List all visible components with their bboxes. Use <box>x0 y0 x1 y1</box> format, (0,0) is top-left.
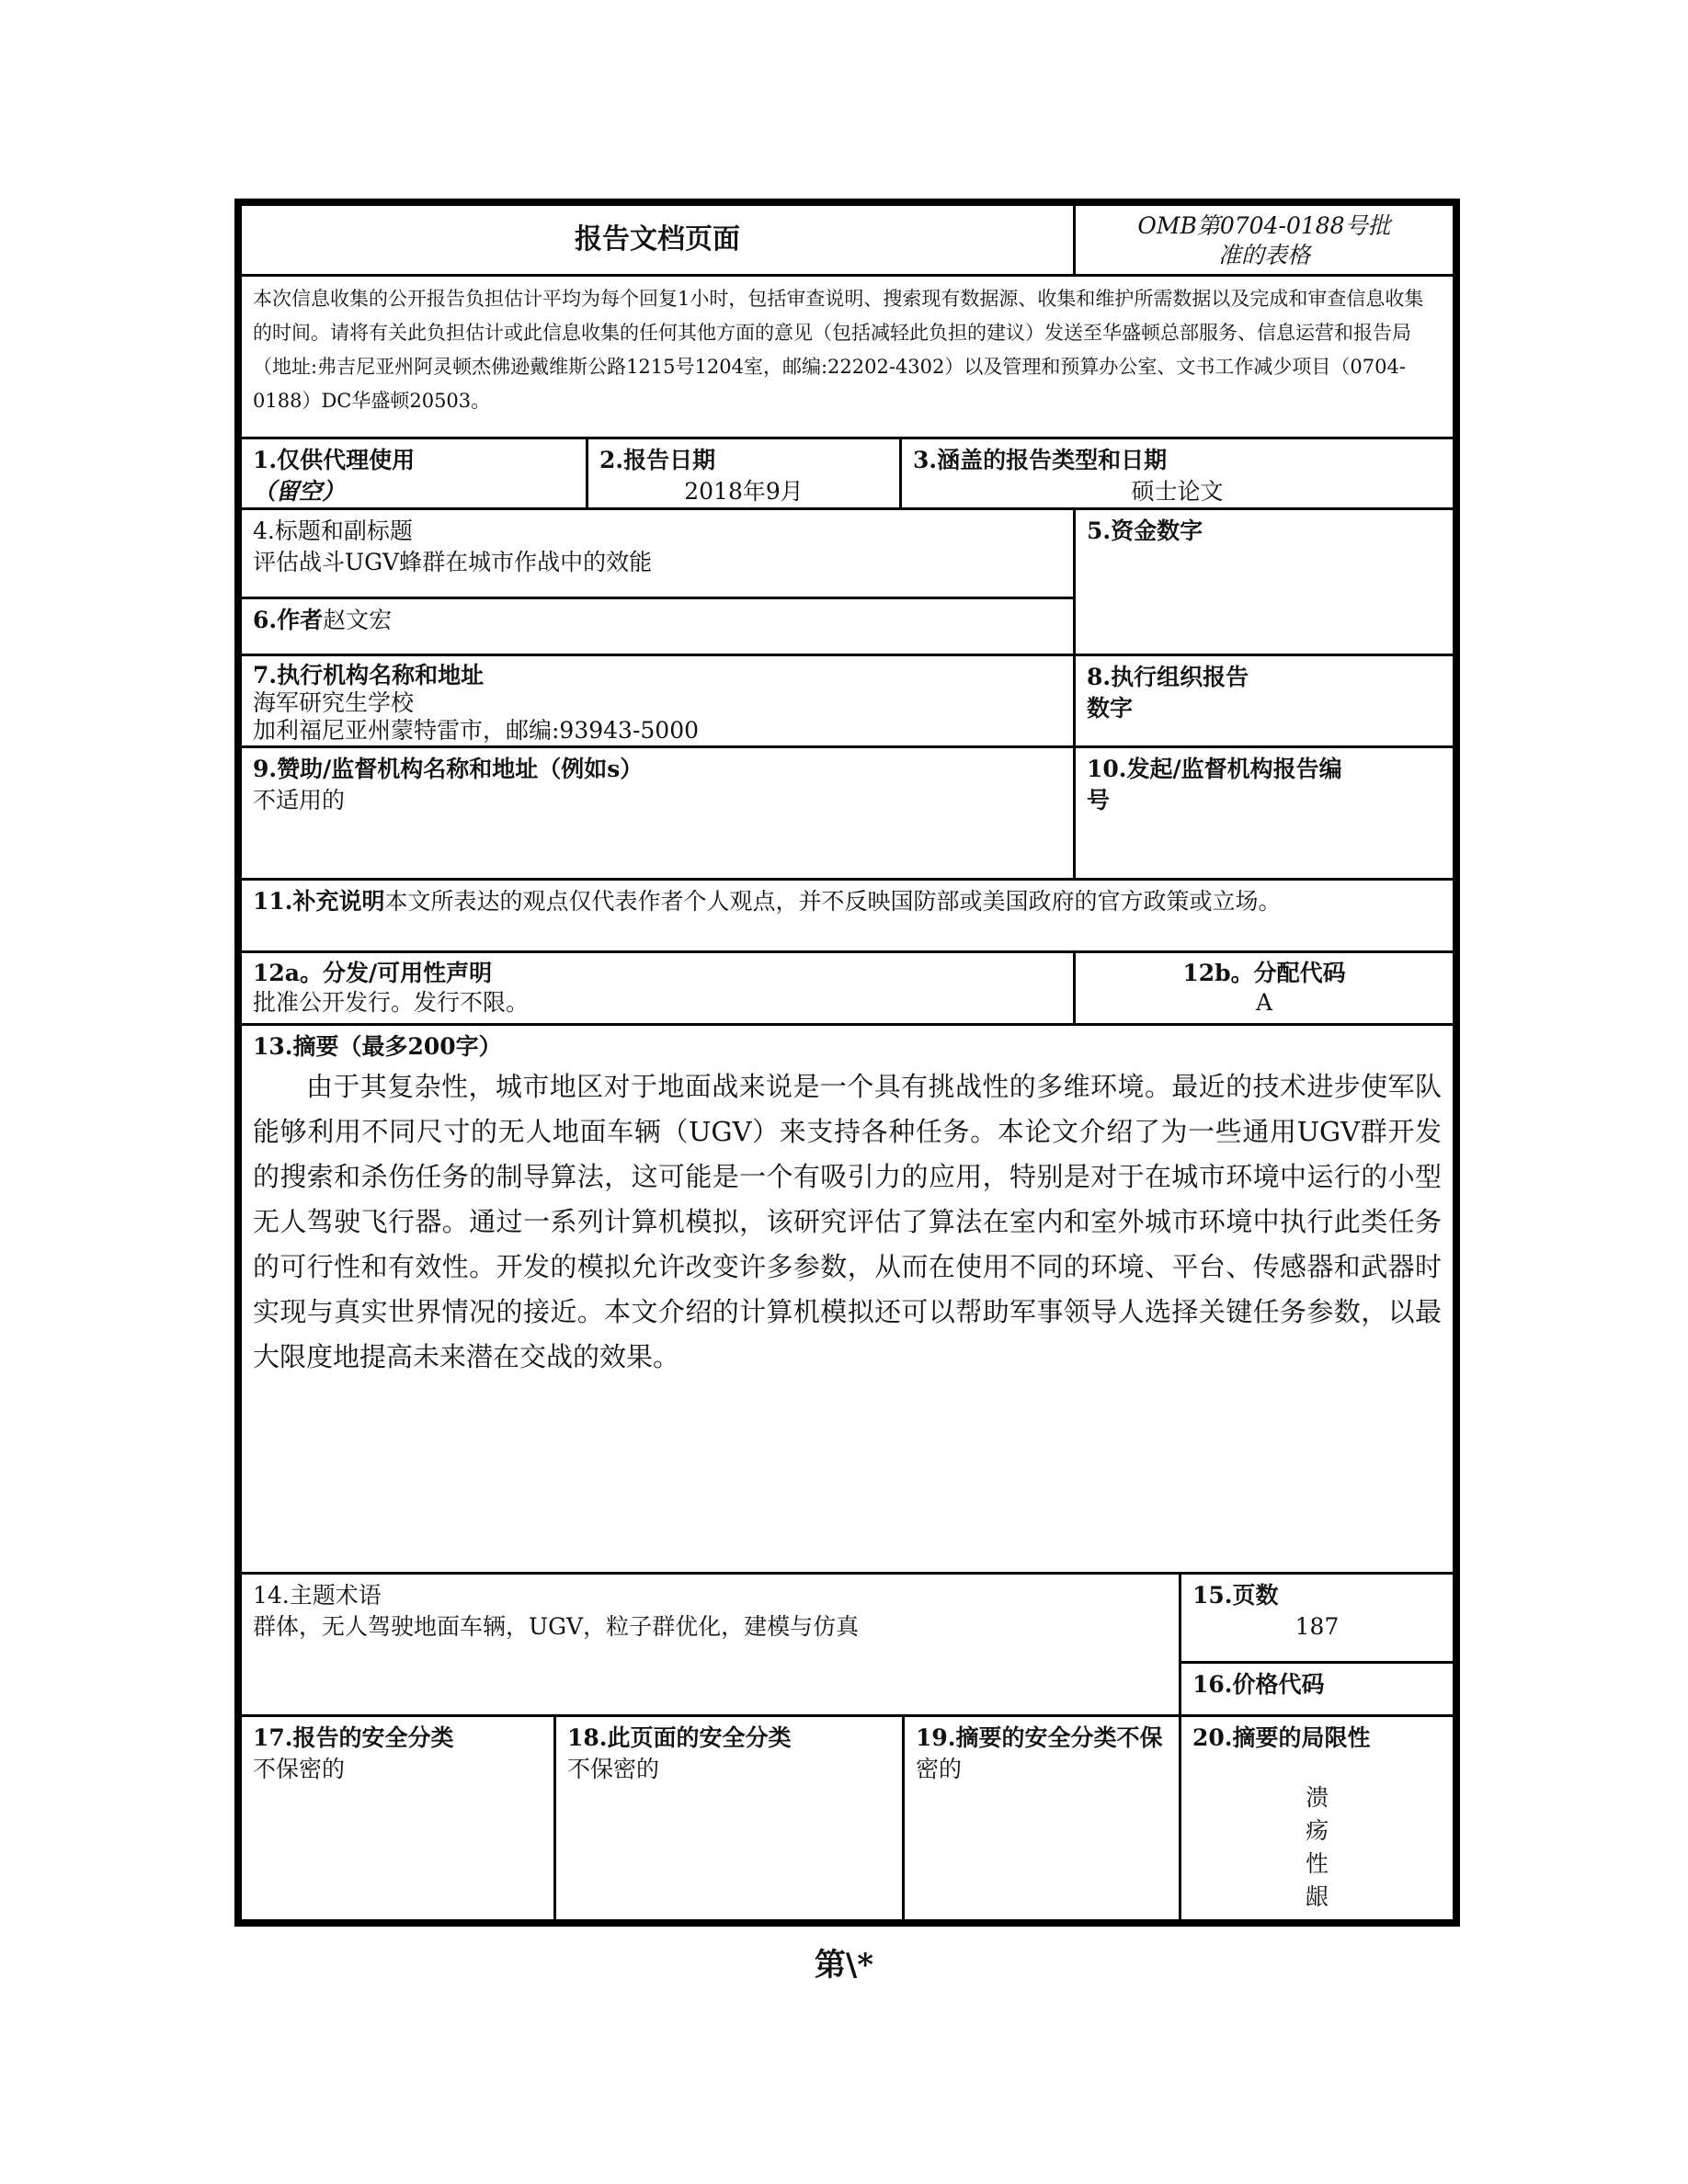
performing-report-number-label-1: 8.执行组织报告 <box>1087 664 1249 690</box>
distribution-code-cell <box>1073 950 1455 1026</box>
form-title: 报告文档页面 <box>575 223 740 256</box>
subject-terms-value: 群体，无人驾驶地面车辆，UGV，粒子群优化，建模与仿真 <box>253 1613 860 1640</box>
abstract-classification-label-2: 密的 <box>916 1756 963 1782</box>
distribution-statement-value: 批准公开发行。发行不限。 <box>253 989 530 1016</box>
page-footer: 第\* <box>814 1947 874 1984</box>
performing-org-name: 海军研究生学校 <box>253 689 415 716</box>
title-value: 评估战斗UGV蜂群在城市作战中的效能 <box>253 549 653 575</box>
burden-notice-cell <box>239 274 1455 439</box>
distribution-statement-label: 12a。分发/可用性声明 <box>253 960 493 986</box>
author-value: 赵文宏 <box>323 607 393 633</box>
sponsoring-report-number-cell <box>1073 745 1455 881</box>
sponsoring-agency-cell <box>239 745 1076 881</box>
distribution-statement-cell <box>239 950 1076 1026</box>
performing-report-number-label-2: 数字 <box>1087 695 1134 722</box>
abstract-limitation-label: 20.摘要的局限性 <box>1192 1724 1371 1751</box>
omb-approval-line1: OMB第0704-0188号批 <box>1137 212 1391 239</box>
report-classification-cell <box>239 1714 556 1922</box>
page-classification-cell <box>553 1714 905 1922</box>
title-label: 4.标题和副标题 <box>253 518 413 544</box>
page-classification-label: 18.此页面的安全分类 <box>567 1724 792 1751</box>
agency-use-label: 1.仅供代理使用 <box>253 447 416 473</box>
agency-use-cell <box>239 437 588 510</box>
abstract-label: 13.摘要（最多200字） <box>253 1033 502 1060</box>
performing-org-address: 加利福尼亚州蒙特雷市，邮编:93943-5000 <box>253 717 700 744</box>
report-date-value: 2018年9月 <box>684 478 804 505</box>
page-classification-value: 不保密的 <box>567 1756 660 1782</box>
abstract-classification-cell <box>902 1714 1181 1922</box>
supplementary-notes-label: 11.补充说明 <box>253 888 385 915</box>
distribution-code-label: 12b。分配代码 <box>1182 960 1346 986</box>
form-title-cell <box>239 203 1076 277</box>
omb-approval-cell <box>1073 203 1455 277</box>
abstract-limitation-cell <box>1179 1714 1455 1922</box>
report-date-cell <box>586 437 902 510</box>
omb-approval-line2: 准的表格 <box>1217 242 1310 268</box>
report-documentation-form <box>234 199 1460 1927</box>
subject-terms-cell <box>239 1572 1181 1717</box>
performing-report-number-cell <box>1073 654 1455 748</box>
limitation-char: 性 <box>1305 1850 1329 1877</box>
subject-terms-label: 14.主题术语 <box>253 1582 382 1609</box>
report-date-label: 2.报告日期 <box>599 447 716 473</box>
limitation-char: 龈 <box>1305 1883 1329 1910</box>
page-count-label: 15.页数 <box>1192 1582 1279 1609</box>
limitation-char: 疡 <box>1305 1817 1329 1844</box>
supplementary-notes-value: 本文所表达的观点仅代表作者个人观点，并不反映国防部或美国政府的官方政策或立场。 <box>384 888 1282 915</box>
sponsoring-agency-label: 9.赞助/监督机构名称和地址（例如s） <box>253 756 644 782</box>
price-code-label: 16.价格代码 <box>1192 1671 1325 1698</box>
report-classification-value: 不保密的 <box>253 1756 346 1782</box>
distribution-code-value: A <box>1255 989 1273 1016</box>
abstract-classification-label-1: 19.摘要的安全分类不保 <box>916 1724 1163 1751</box>
abstract-limitation-value <box>1192 1781 1442 1914</box>
supplementary-notes-cell <box>239 878 1455 953</box>
page-count-value: 187 <box>1295 1613 1340 1640</box>
page-count-cell <box>1179 1572 1455 1664</box>
sponsoring-report-number-label-1: 10.发起/监督机构报告编 <box>1087 756 1342 782</box>
burden-notice: 本次信息收集的公开报告负担估计平均为每个回复1小时，包括审查说明、搜索现有数据源、收集和维护所需数据以及完成和审查信息收集的时间。请将有关此负担估计或此信息收集的任何其他方面的意见（包括减轻此负担的建议）发送至华盛顿总部服务、信息运营和报告局（地址:弗吉尼亚州阿灵顿杰佛逊戴维斯公路1215号1204室，邮编:22202-4302）以及管理和预算办公室、文书工作减少项目（0704-0188）DC华盛顿20503。 <box>253 288 1424 412</box>
performing-org-cell <box>239 654 1076 748</box>
agency-use-value: （留空） <box>253 478 346 505</box>
author-cell <box>239 597 1076 656</box>
price-code-cell <box>1179 1661 1455 1717</box>
funding-numbers-cell <box>1073 507 1455 656</box>
report-type-cell <box>899 437 1455 510</box>
report-type-label: 3.涵盖的报告类型和日期 <box>913 447 1168 473</box>
performing-org-label: 7.执行机构名称和地址 <box>253 662 485 688</box>
author-label: 6.作者 <box>253 607 324 633</box>
sponsoring-agency-value: 不适用的 <box>253 787 346 813</box>
title-cell <box>239 507 1076 599</box>
limitation-char: 溃 <box>1305 1784 1329 1811</box>
abstract-text: 由于其复杂性，城市地区对于地面战来说是一个具有挑战性的多维环境。最近的技术进步使军队能够利用不同尺寸的无人地面车辆（UGV）来支持各种任务。本论文介绍了为一些通用UGV群开发的搜索和杀伤任务的制导算法，这可能是一个有吸引力的应用，特别是对于在城市环境中运行的小型无人驾驶飞行器。通过一系列计算机模拟，该研究评估了算法在室内和室外城市环境中执行此类任务的可行性和有效性。开发的模拟允许改变许多参数，从而在使用不同的环境、平台、传感器和武器时实现与真实世界情况的接近。本文介绍的计算机模拟还可以帮助军事领导人选择关键任务参数，以最大限度地提高未来潜在交战的效果。 <box>253 1071 1442 1372</box>
abstract-cell <box>239 1023 1455 1575</box>
report-type-value: 硕士论文 <box>1131 478 1224 505</box>
sponsoring-report-number-label-2: 号 <box>1087 787 1111 813</box>
funding-numbers-label: 5.资金数字 <box>1087 518 1203 544</box>
report-classification-label: 17.报告的安全分类 <box>253 1724 454 1751</box>
